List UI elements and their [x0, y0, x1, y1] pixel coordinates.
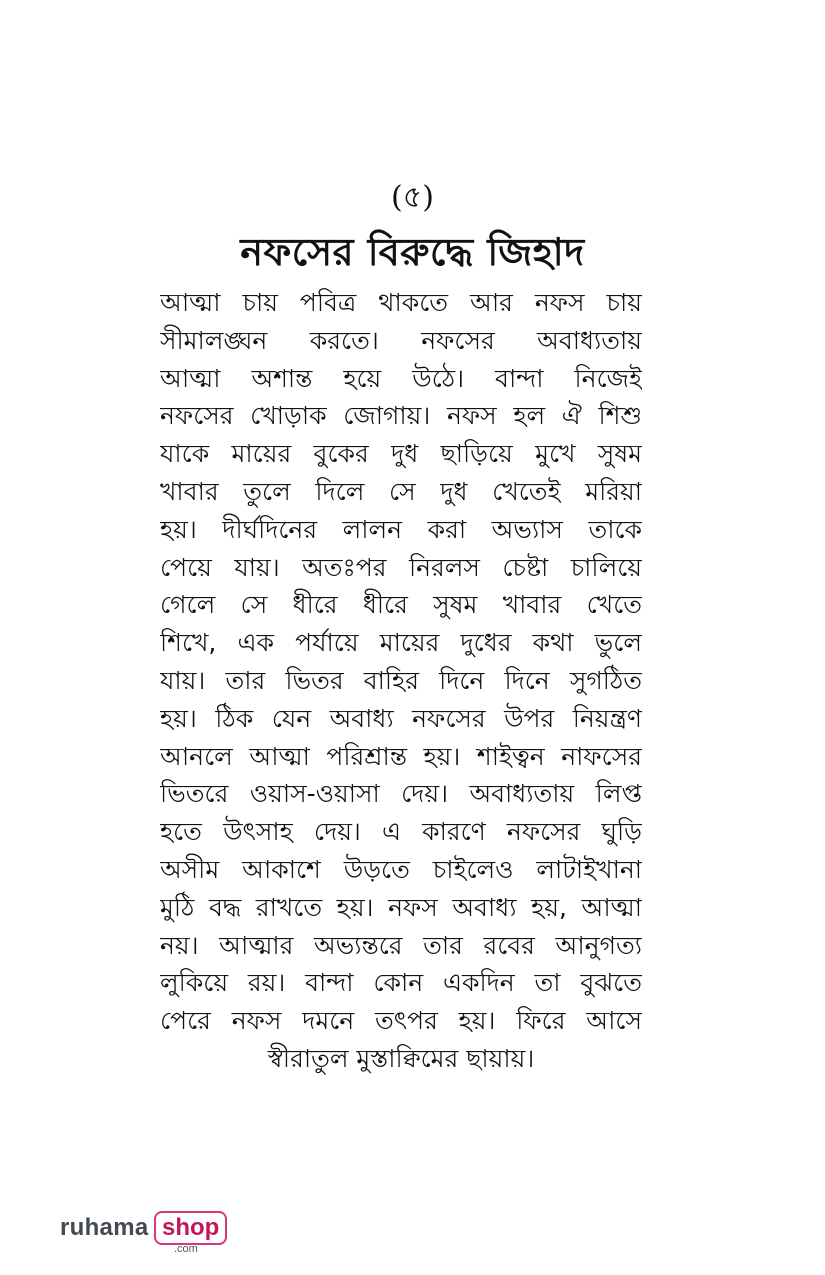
logo-shop-badge: shop [154, 1211, 227, 1245]
body-line: শিখে, এক পর্যায়ে মায়ের দুধের কথা ভুলে [160, 628, 642, 658]
body-line: নফসের খোড়াক জোগায়। নফস হল ঐ শিশু [160, 401, 642, 431]
body-line: হয়। ঠিক যেন অবাধ্য নফসের উপর নিয়ন্ত্রণ [160, 703, 642, 733]
body-line-last: স্বীরাতুল মুস্তাক্বিমের ছায়ায়। [267, 1043, 535, 1073]
logo-ruhama-text: ruhama [60, 1214, 149, 1241]
body-line: সীমালঙ্ঘন করতে। নফসের অবাধ্যতায় [160, 325, 642, 355]
body-line: মুঠি বদ্ধ রাখতে হয়। নফস অবাধ্য হয়, আত্মা [160, 892, 642, 922]
body-line: আনলে আত্মা পরিশ্রান্ত হয়। শাইত্বন নাফসের [160, 741, 642, 771]
body-text [160, 284, 642, 1078]
body-line: যাকে মায়ের বুকের দুধ ছাড়িয়ে মুখে সুষম [160, 439, 642, 469]
publisher-logo [60, 1210, 280, 1260]
body-line: আত্মা অশান্ত হয়ে উঠে। বান্দা নিজেই [160, 363, 642, 393]
body-line: পেরে নফস দমনে তৎপর হয়। ফিরে আসে [160, 1006, 642, 1036]
body-line: লুকিয়ে রয়। বান্দা কোন একদিন তা বুঝতে [160, 968, 642, 998]
chapter-title: নফসের বিরুদ্ধে জিহাদ [240, 230, 585, 274]
body-line: হতে উৎসাহ দেয়। এ কারণে নফসের ঘুড়ি [160, 817, 642, 847]
body-line: অসীম আকাশে উড়তে চাইলেও লাটাইখানা [160, 854, 642, 884]
body-line: নয়। আত্মার অভ্যন্তরে তার রবের আনুগত্য [160, 930, 642, 960]
chapter-number: (৫) [391, 180, 434, 215]
body-line: আত্মা চায় পবিত্র থাকতে আর নফস চায় [160, 288, 642, 317]
body-line: ভিতরে ওয়াস-ওয়াসা দেয়। অবাধ্যতায় লিপ্ত [160, 779, 642, 809]
body-line: পেয়ে যায়। অতঃপর নিরলস চেষ্টা চালিয়ে [160, 552, 642, 582]
body-line: যায়। তার ভিতর বাহির দিনে দিনে সুগঠিত [160, 665, 642, 695]
body-line: হয়। দীর্ঘদিনের লালন করা অভ্যাস তাকে [160, 514, 642, 544]
logo-com-text: .com [174, 1243, 198, 1255]
body-line: খাবার তুলে দিলে সে দুধ খেতেই মরিয়া [160, 476, 642, 506]
body-line: গেলে সে ধীরে ধীরে সুষম খাবার খেতে [160, 590, 642, 620]
